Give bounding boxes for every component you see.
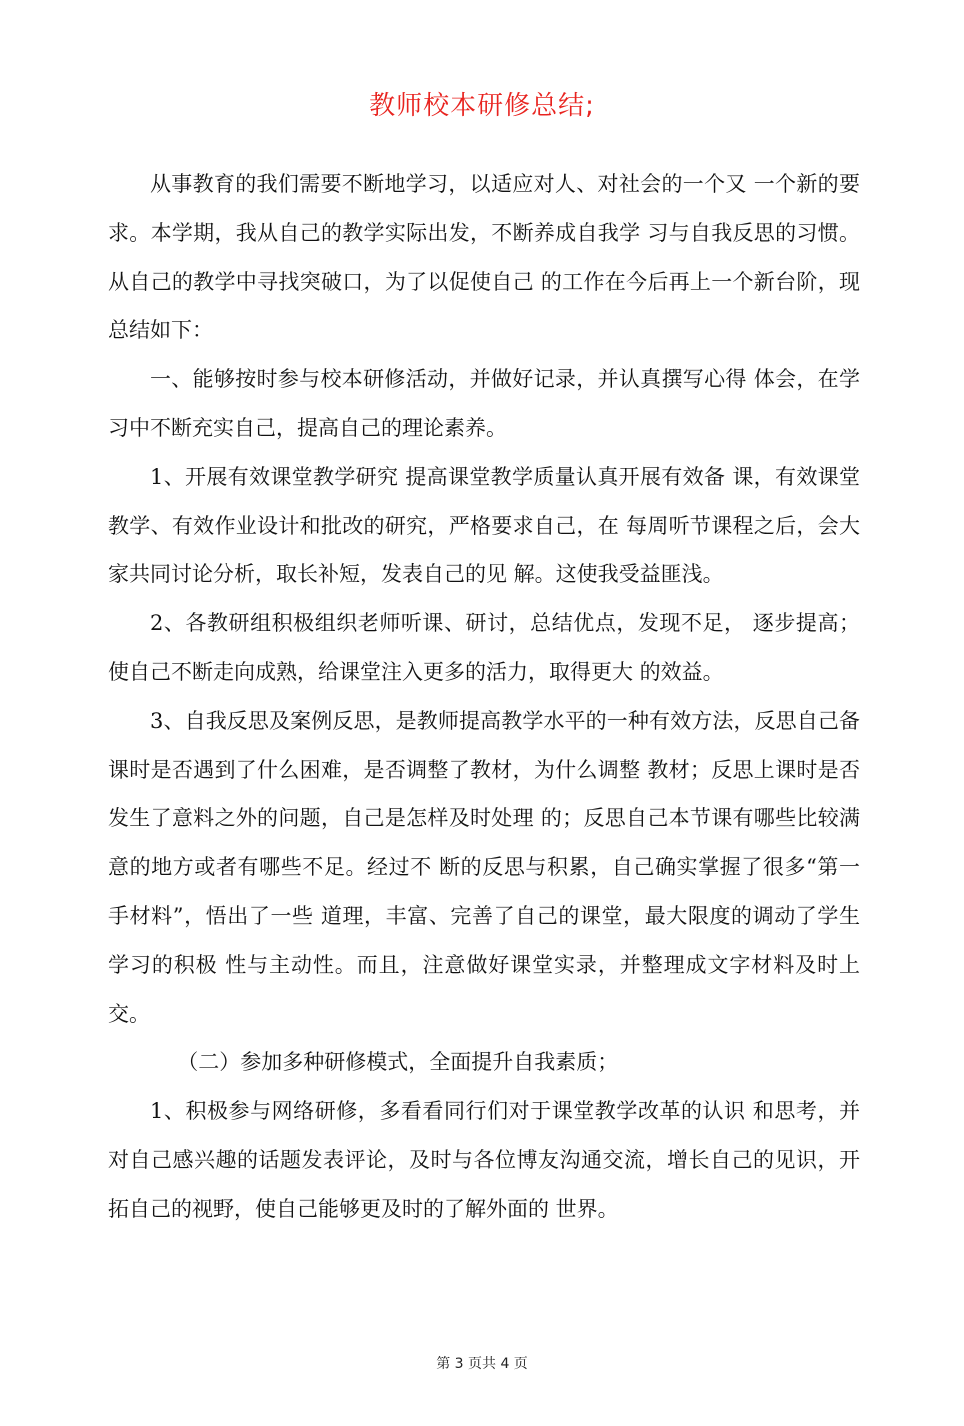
paragraph-section-two: （二）参加多种研修模式，全面提升自我素质； — [177, 1050, 619, 1075]
paragraph-intro: 从事教育的我们需要不断地学习，以适应对人、对社会的一个又 一个新的要求。本学期，我从自己的教学实际出发，不断养成自我学 习与自我反思的习惯。从自己的教学中寻找突破口，为了以促使自己 的工作在今后再上一个新台阶，现总结如下： — [108, 172, 860, 343]
page-footer: 第 3 页共 4 页 — [436, 1356, 528, 1372]
paragraph-section-one: 一、能够按时参与校本研修活动，并做好记录，并认真撰写心得 体会，在学习中不断充实自己，提高自己的理论素养。 — [108, 367, 860, 440]
document-body — [108, 160, 860, 1234]
paragraph-item-2: 2、各教研组积极组织老师听课、研讨，总结优点，发现不足， 逐步提高；使自己不断走向成熟，给课堂注入更多的活力，取得更大 的效益。 — [108, 611, 860, 684]
document-title: 教师校本研修总结; — [369, 91, 595, 121]
paragraph-section-two-item-1: 1、积极参与网络研修，多看看同行们对于课堂教学改革的认识 和思考，并对自己感兴趣的话题发表评论，及时与各位博友沟通交流，增长自己的见识，开拓自己的视野，使自己能够更及时的了解外面的 世界。 — [108, 1099, 860, 1221]
paragraph-item-1: 1、开展有效课堂教学研究 提高课堂教学质量认真开展有效备 课，有效课堂教学、有效作业设计和批改的研究，严格要求自己，在 每周听节课程之后，会大家共同讨论分析，取长补短，发表自己的见 解。这使我受益匪浅。 — [108, 464, 860, 587]
paragraph-item-3: 3、自我反思及案例反思，是教师提高教学水平的一种有效方法，反思自己备课时是否遇到了什么困难，是否调整了教材，为什么调整 教材；反思上课时是否发生了意料之外的问题，自己是怎样及时处理 的；反思自己本节课有哪些比较满意的地方或者有哪些不足。经过不 断的反思与积累，自己确实掌握了很多“第一手材料”，悟出了一些 道理，丰富、完善了自己的课堂，最大限度的调动了学生学习的积极 性与主动性。而且，注意做好课堂实录，并整理成文字材料及时上交。 — [108, 708, 860, 1026]
